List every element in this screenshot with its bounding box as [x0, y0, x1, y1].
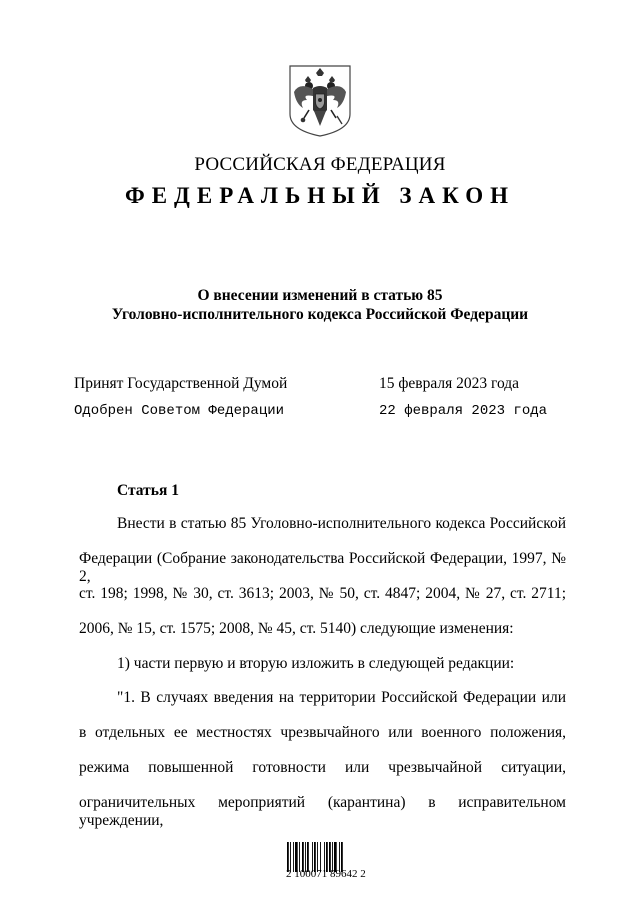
coat-of-arms-icon [287, 64, 353, 138]
article-line: 2006, № 15, ст. 1575; 2008, № 45, ст. 5140) следующие изменения: [79, 620, 514, 637]
article-line: Внести в статью 85 Уголовно-исполнительного кодекса Российской [117, 515, 566, 532]
law-type-heading: ФЕДЕРАЛЬНЫЙ ЗАКОН [124, 183, 516, 208]
article-heading: Статья 1 [117, 482, 179, 499]
article-line: Федерации (Собрание законодательства Российской Федерации, 1997, № 2, [79, 550, 566, 585]
article-line: в отдельных ее местностях чрезвычайного или военного положения, [79, 724, 566, 741]
law-title [0, 286, 640, 324]
article-line: режима повышенной готовности или чрезвычайной ситуации, [79, 759, 566, 776]
law-title-line-2: Уголовно-исполнительного кодекса Российской Федерации [111, 306, 529, 323]
country-name: РОССИЙСКАЯ ФЕДЕРАЦИЯ [194, 154, 446, 175]
article-line: "1. В случаях введения на территории Российской Федерации или [117, 689, 566, 706]
barcode-number: 2 100071 89642 2 [286, 868, 366, 880]
council-approval-label: Одобрен Советом Федерации [74, 403, 285, 419]
article-line: 1) части первую и вторую изложить в следующей редакции: [117, 655, 515, 672]
law-title-line-1: О внесении изменений в статью 85 [197, 287, 443, 304]
duma-adoption-label: Принят Государственной Думой [74, 375, 288, 392]
duma-adoption-date: 15 февраля 2023 года [379, 375, 520, 392]
article-line: ограничительных мероприятий (карантина) в исправительном учреждении, [79, 794, 566, 829]
council-approval-date: 22 февраля 2023 года [379, 403, 548, 419]
article-line: ст. 198; 1998, № 30, ст. 3613; 2003, № 50, ст. 4847; 2004, № 27, ст. 2711; [79, 585, 566, 602]
